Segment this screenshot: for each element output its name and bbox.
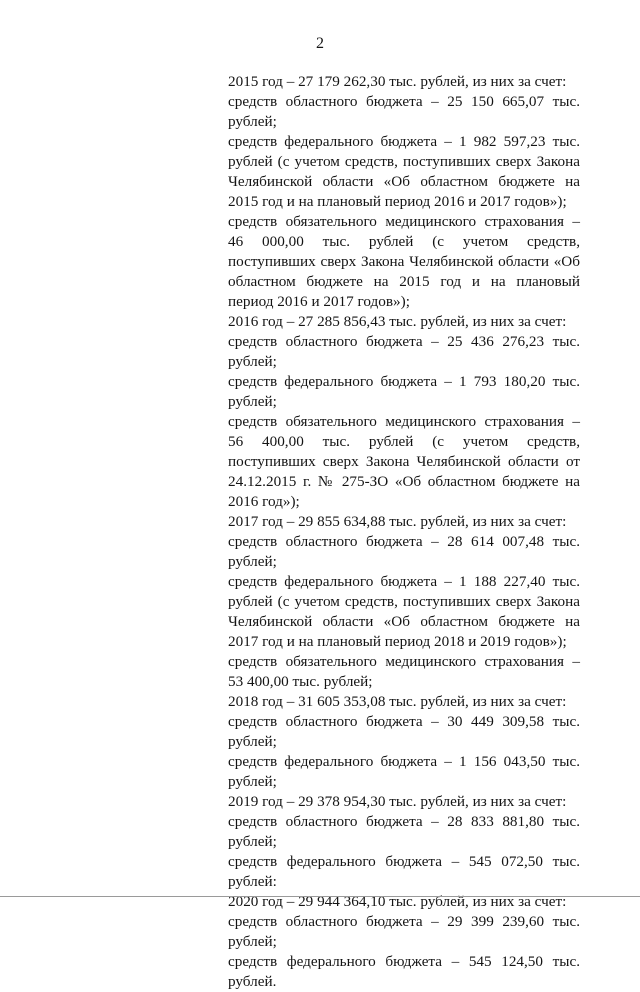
page-number: 2 [316,35,324,52]
paragraph-2016-regional: средств областного бюджета – 25 436 276,23 тыс. рублей; [228,333,580,370]
paragraph-2017-federal: средств федерального бюджета – 1 188 227,40 тыс. рублей (с учетом средств, поступивших сверх Закона Челябинской области «Об областном бюджете на 2017 год и на плановый период 2018 и 2019 годов»); [228,573,580,650]
paragraph-2018-total: 2018 год – 31 605 353,08 тыс. рублей, из них за счет: [228,693,567,710]
paragraph-2015-regional: средств областного бюджета – 25 150 665,07 тыс. рублей; [228,93,580,130]
paragraph-2020-regional: средств областного бюджета – 29 399 239,60 тыс. рублей; [228,913,580,950]
paragraph-2019-regional: средств областного бюджета – 28 833 881,80 тыс. рублей; [228,813,580,850]
paragraph-2015-total: 2015 год – 27 179 262,30 тыс. рублей, из них за счет: [228,73,567,90]
paragraph-2019-total: 2019 год – 29 378 954,30 тыс. рублей, из них за счет: [228,793,567,810]
paragraph-2016-federal: средств федерального бюджета – 1 793 180,20 тыс. рублей; [228,373,580,410]
paragraph-2016-medical-insurance: средств обязательного медицинского страхования – 56 400,00 тыс. рублей (с учетом средств, поступивших сверх Закона Челябинской области от 24.12.2015 г. № 275-ЗО «Об областном бюджете на 2016 год»); [228,413,580,510]
paragraph-2017-regional: средств областного бюджета – 28 614 007,48 тыс. рублей; [228,533,580,570]
paragraph-2017-medical-insurance: средств обязательного медицинского страхования – 53 400,00 тыс. рублей; [228,653,580,690]
paragraph-2015-medical-insurance: средств обязательного медицинского страхования – 46 000,00 тыс. рублей (с учетом средств, поступивших сверх Закона Челябинской области «Об областном бюджете на 2015 год и на плановый период 2016 и 2017 годов»); [228,213,580,310]
paragraph-2018-regional: средств областного бюджета – 30 449 309,58 тыс. рублей; [228,713,580,750]
paragraph-2020-total: 2020 год – 29 944 364,10 тыс. рублей, из них за счет: [228,893,567,910]
paragraph-2018-federal: средств федерального бюджета – 1 156 043,50 тыс. рублей; [228,753,580,790]
paragraph-2017-total: 2017 год – 29 855 634,88 тыс. рублей, из них за счет: [228,513,567,530]
paragraph-2016-total: 2016 год – 27 285 856,43 тыс. рублей, из них за счет: [228,313,567,330]
paragraph-2015-federal: средств федерального бюджета – 1 982 597,23 тыс. рублей (с учетом средств, поступивших сверх Закона Челябинской области «Об областном бюджете на 2015 год и на плановый период 2016 и 2017 годов»); [228,133,580,210]
document-body [228,72,580,992]
paragraph-2020-federal: средств федерального бюджета – 545 124,50 тыс. рублей. [228,953,580,990]
footer-rule [0,896,640,897]
paragraph-2019-federal: средств федерального бюджета – 545 072,50 тыс. рублей: [228,853,580,890]
